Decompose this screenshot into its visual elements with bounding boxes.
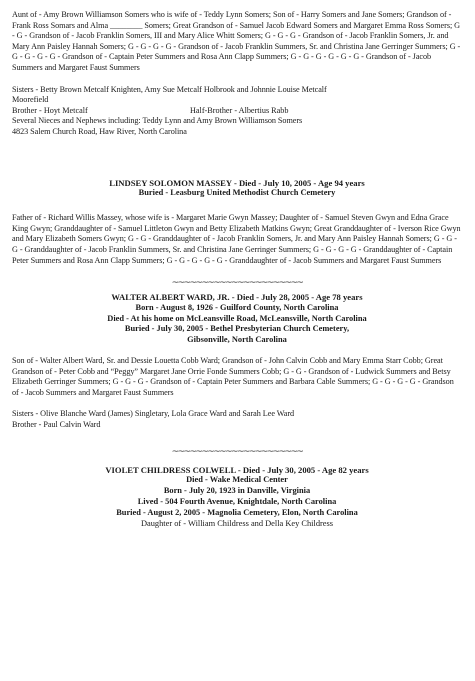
brother-row	[12, 106, 462, 117]
colwell-daughter: Daughter of - William Childress and Della Key Childress	[140, 518, 334, 528]
ward-brother: Brother - Paul Calvin Ward	[12, 420, 101, 430]
ward-paragraph: Son of - Walter Albert Ward, Sr. and Dessie Louetta Cobb Ward; Grandson of - John Calvin Cobb and Mary Emma Starr Cobb; Great Grandson of - Peter Cobb and “Peggy” Margaret Jane Orrie Fonde Summers Cobb; G - G - Grandson of - Ludwick Summers and Betsy Elizabeth Gerringer Summers; G - G - G - Grandson of - Captain Peter Summers and Barbara Cable Summers; G - G - G - G - Grandson of - Jacob Summers and Margaret Faust Summers	[12, 356, 454, 397]
half-brother-line: Half-Brother - Albertius Rabb	[190, 105, 289, 115]
massey-heading: LINDSEY SOLOMON MASSEY - Died - July 10, 2005 - Age 94 years	[109, 177, 365, 188]
ward-born: Born - August 8, 1926 - Guilford County, North Carolina	[135, 302, 339, 312]
ward-heading: WALTER ALBERT WARD, JR. - Died - July 28, 2005 - Age 78 years	[111, 292, 363, 303]
colwell-lived: Lived - 504 Fourth Avenue, Knightdale, North Carolina	[137, 497, 337, 507]
massey-paragraph: Father of - Richard Willis Massey, whose wife is - Margaret Marie Gwyn Massey; Daughter of - Samuel Steven Gwyn and Edna Grace King Gwyn; Granddaughter of - Samuel Littleton Gwyn and Betty Elizabeth Matkins Gwyn; Great Granddaughter of - Iverson Rice Gwyn and Mary Elizabeth Somers Gwyn; G - G - Granddaughter of - Jacob Franklin Somers, Jr. and Mary Ann Paisley Hannah Somers; G - G - G - Granddaughter of - Jacob Franklin Summers, Sr. and Christina Jane Gerringer Summers; G - G - G - G - Granddaughter of - Captain Peter Summers and Rosa Ann Clapp Summers; G - G - G - G - G - Granddaughter of - Jacob Summers and Margaret Faust Summers	[12, 213, 461, 265]
aunt-paragraph: Aunt of - Amy Brown Williamson Somers who is wife of - Teddy Lynn Somers; Son of - Harry Somers and Jane Somers; Grandson of - Frank Ross Somars and Alma ________ Somers; Great Grandson of - Samuel Jacob Edward Somers and Margaret Emma Ross Somers; G - G - Grandson of - Jacob Franklin Somers, III and Mary Alice Whitt Somers; G - G - G - Grandson of - Jacob Franklin Somers, Jr. and Mary Ann Paisley Hannah Somers; G - G - G - G - Grandson of - Jacob Franklin Summers, Sr. and Christina Jane Gerringer Summers; G - G - G - G - G - Grandson of - Captain Peter Summers and Rosa Ann Clapp Summers; G - G - G - G - G - G - Grandson of - Jacob Summers and Margaret Faust Summers	[12, 10, 461, 72]
ward-sisters: Sisters - Olive Blanche Ward (James) Singletary, Lola Grace Ward and Sarah Lee Ward	[12, 409, 295, 419]
brother-line: Brother - Hoyt Metcalf	[12, 105, 88, 115]
ward-buried: Buried - July 30, 2005 - Bethel Presbyterian Church Cemetery,	[124, 324, 350, 334]
divider-2: ~~~~~~~~~~~~~~~~~~~~~~	[171, 446, 303, 457]
ward-buried-location: Gibsonville, North Carolina	[187, 335, 287, 345]
sisters-line: Sisters - Betty Brown Metcalf Knighten, Amy Sue Metcalf Holbrook and Johnnie Louise Metcalf	[12, 84, 327, 94]
massey-buried: Buried - Leasburg United Methodist Church Cemetery	[138, 188, 336, 198]
divider-1: ~~~~~~~~~~~~~~~~~~~~~~	[171, 278, 303, 289]
ward-died: Died - At his home on McLeansville Road, McLeansville, North Carolina	[107, 313, 367, 323]
address-line: 4823 Salem Church Road, Haw River, North Carolina	[12, 126, 187, 136]
colwell-buried: Buried - August 2, 2005 - Magnolia Cemetery, Elon, North Carolina	[116, 507, 358, 517]
nieces-line: Several Nieces and Nephews including: Teddy Lynn and Amy Brown Williamson Somers	[12, 116, 303, 126]
document-page	[12, 10, 462, 529]
moorefield-line: Moorefield	[12, 95, 49, 105]
colwell-died: Died - Wake Medical Center	[186, 475, 288, 485]
colwell-heading: VIOLET CHILDRESS COLWELL - Died - July 30, 2005 - Age 82 years	[105, 464, 369, 475]
colwell-born: Born - July 20, 1923 in Danville, Virginia	[163, 486, 311, 496]
